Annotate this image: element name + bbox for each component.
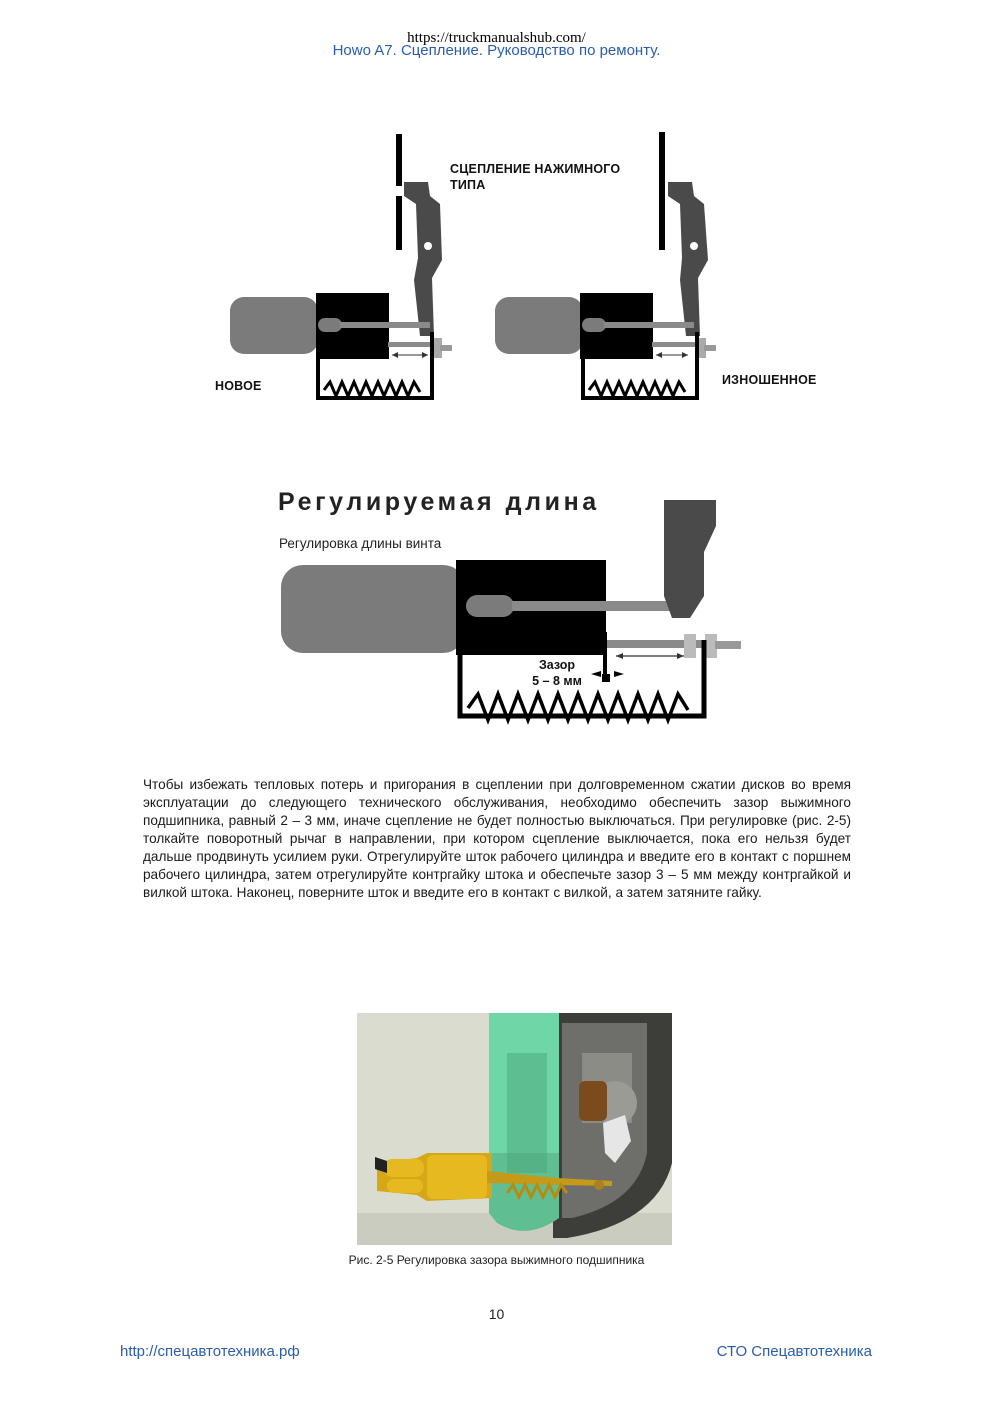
footer-company: СТО Спецавтотехника bbox=[716, 1343, 872, 1360]
gap-label bbox=[517, 657, 597, 689]
worn-label: ИЗНОШЕННОЕ bbox=[722, 373, 817, 387]
clutch-type-label: СЦЕПЛЕНИЕ НАЖИМНОГО bbox=[450, 162, 621, 176]
clutch-type-label-2: ТИПА bbox=[450, 178, 486, 192]
gap-label-line1: Зазор bbox=[538, 658, 576, 672]
page-number: 10 bbox=[488, 1306, 505, 1322]
release-bearing-render bbox=[357, 1013, 672, 1245]
screw-adjustment-subtitle: Регулировка длины винта bbox=[279, 536, 442, 551]
figure-caption: Рис. 2-5 Регулировка зазора выжимного подшипника bbox=[348, 1253, 645, 1267]
adjustable-length-title: Регулируемая длина bbox=[278, 488, 600, 516]
footer-link[interactable]: http://спецавтотехника.рф bbox=[120, 1343, 300, 1360]
gap-label-line2: 5 – 8 мм bbox=[532, 674, 582, 688]
new-label: НОВОЕ bbox=[215, 379, 262, 393]
release-fork bbox=[664, 500, 716, 618]
header-url: https://truckmanualshub.com/ bbox=[407, 30, 586, 46]
slave-cylinder-render bbox=[427, 1155, 487, 1199]
slave-cylinder bbox=[281, 565, 465, 653]
instruction-paragraph: Чтобы избежать тепловых потерь и пригорания в сцеплении при долговременном сжатии дисков во время эксплуатации до следующего технического обслуживания, необходимо обеспечить зазор выжимного подшипника, равный 2 – 3 мм, иначе сцепление не будет полностью выключаться. При регулировке (рис. 2-5) толкайте поворотный рычаг в направлении, при котором сцепление выключается, пока его нельзя будет дальше продвинуть усилием руки. Отрегулируйте шток рабочего цилиндра и введите его в контакт с поршнем рабочего цилиндра, затем отрегулируйте контргайку штока и обеспечьте зазор 3 – 5 мм между контргайкой и вилкой штока. Наконец, поверните шток и введите его в контакт с вилкой, а затем затяните гайку. bbox=[143, 777, 851, 900]
document-title: Howo A7. Сцепление. Руководство по ремонту. bbox=[332, 42, 661, 59]
